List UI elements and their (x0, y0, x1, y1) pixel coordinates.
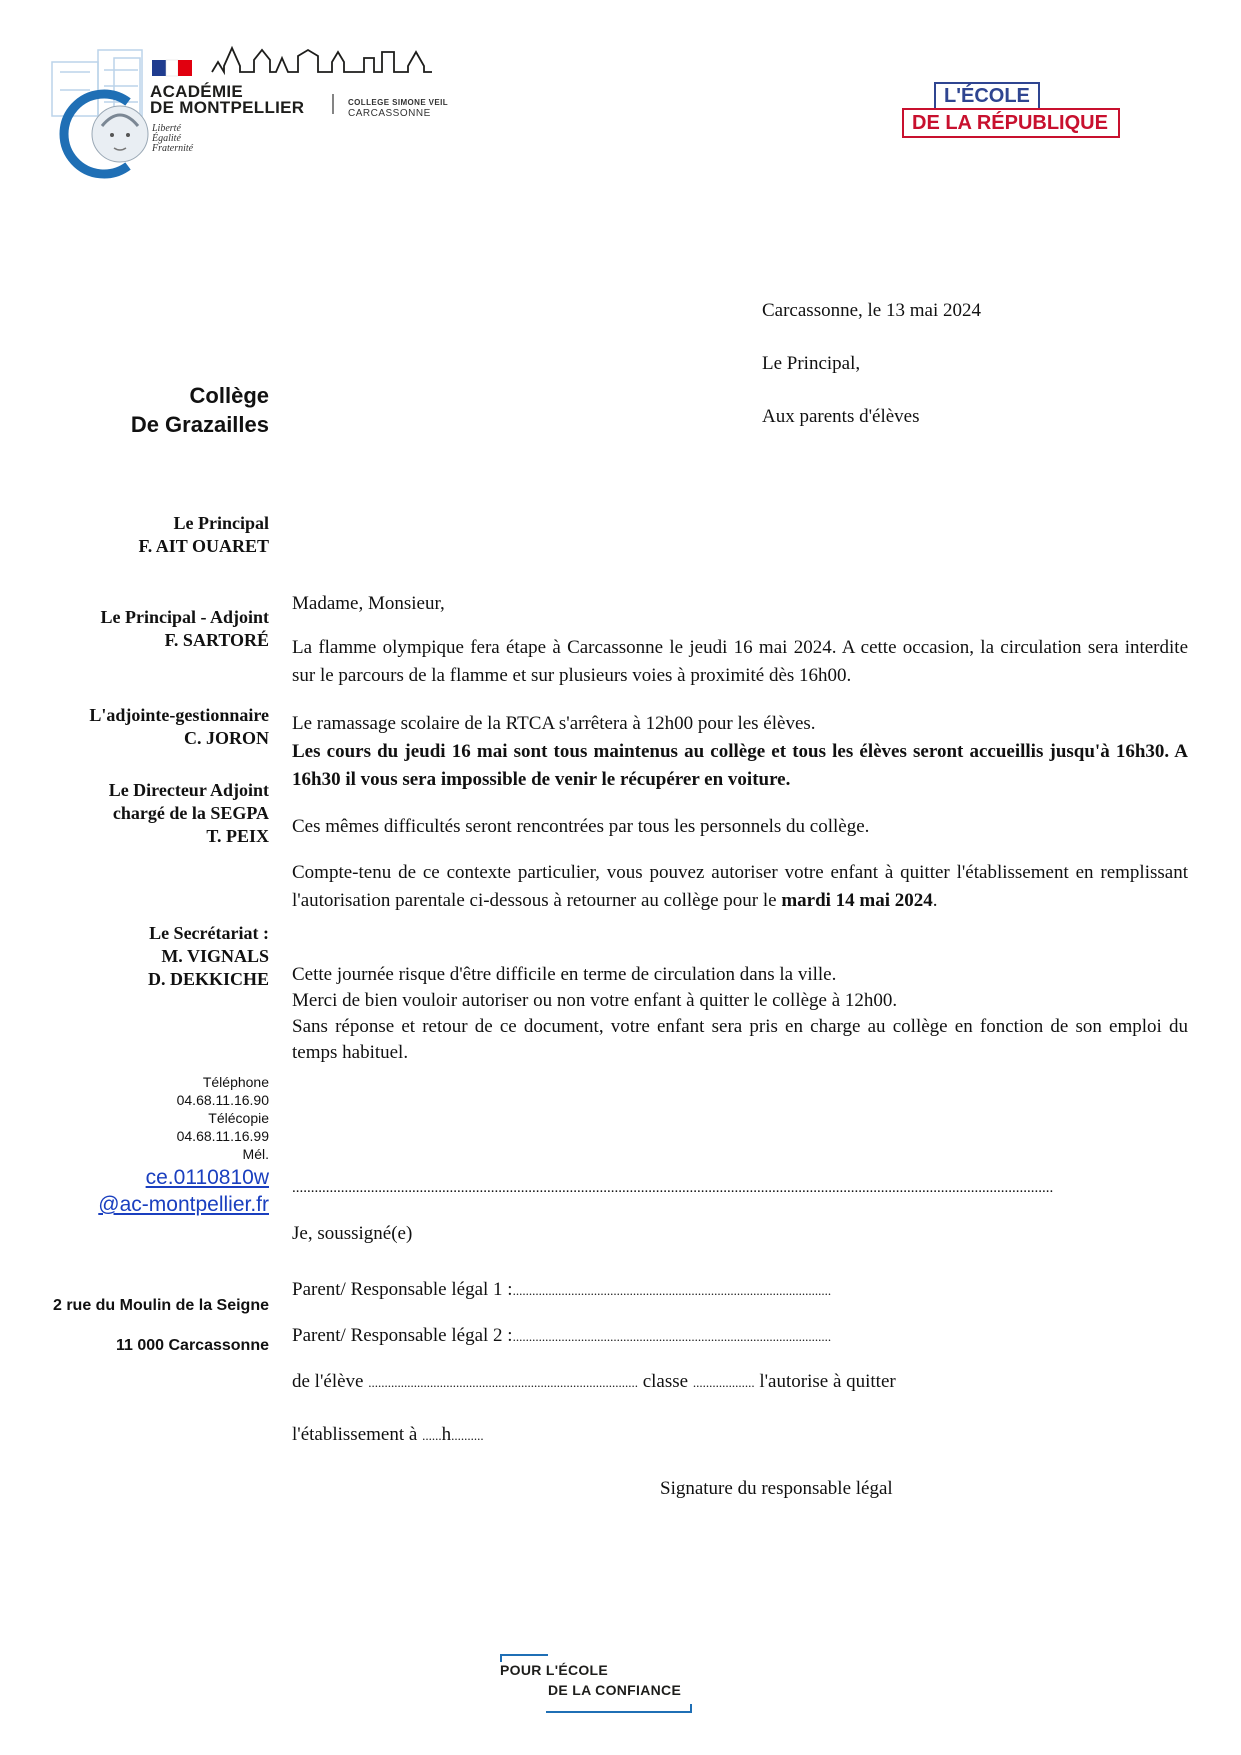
paragraph-transport-text: Le ramassage scolaire de la RTCA s'arrêtera à 12h00 pour les élèves. (292, 713, 816, 734)
parent1-dots[interactable]: .................................................................................................. (512, 1283, 832, 1298)
mail-label: Mél. (242, 1146, 269, 1162)
paragraph-staff-difficulty (292, 813, 1188, 841)
staff-title: Le Principal - Adjoint (100, 607, 269, 627)
address-city: 11 000 Carcassonne (116, 1337, 269, 1354)
staff-title-2: chargé de la SEGPA (112, 803, 269, 823)
parent1-field[interactable] (292, 1278, 831, 1303)
contact-block (177, 1073, 269, 1163)
school-name (131, 381, 269, 439)
staff-manager (89, 704, 269, 750)
school-name-line1: Collège (189, 383, 269, 408)
class-dots[interactable]: ................... (692, 1375, 755, 1390)
paragraph-classes-maintained: Les cours du jeudi 16 mai sont tous maintenus au collège et tous les élèves seront accueillis jusqu'à 16h30. A 16h30 il vous sera impossible de venir le récupérer en voiture. (292, 741, 1188, 790)
mail-link-line2[interactable]: @ac-montpellier.fr (98, 1193, 269, 1216)
staff-name-2: D. DEKKICHE (147, 969, 269, 989)
form-intro: Je, soussigné(e) (292, 1223, 413, 1244)
student-label: de l'élève (292, 1371, 364, 1392)
signature-label: Signature du responsable légal (660, 1478, 893, 1499)
deadline-date: mardi 14 mai 2024 (781, 890, 933, 911)
academy-name-line2: DE MONTPELLIER (150, 98, 305, 117)
leave-text: l'établissement à (292, 1424, 418, 1445)
authorize-text: l'autorise à quitter (759, 1371, 896, 1392)
parent2-dots[interactable]: .................................................................................................. (512, 1329, 832, 1344)
phone-number: 04.68.11.16.90 (176, 1092, 269, 1108)
closing-line3: Sans réponse et retour de ce document, votre enfant sera pris en charge au collège en fonction de son emploi du temps habituel. (292, 1016, 1188, 1063)
minute-dots[interactable]: .......... (451, 1428, 484, 1443)
parent1-label: Parent/ Responsable légal 1 : (292, 1279, 513, 1300)
staff-segpa-director (109, 779, 269, 848)
ecole-republique-logo (902, 82, 1120, 138)
letter-recipient: Aux parents d'élèves (762, 406, 920, 427)
parent2-label: Parent/ Responsable légal 2 : (292, 1325, 513, 1346)
paragraph-authorization-text: Compte-tenu de ce contexte particulier, vous pouvez autoriser votre enfant à quitter l'établissement en remplissant l'autorisation parentale ci-dessous à retourner au collège pour le (292, 862, 1188, 911)
mail-link[interactable] (98, 1164, 269, 1218)
paragraph-authorization-end: . (932, 890, 938, 911)
academy-logo (50, 40, 530, 200)
paragraph-flame (292, 634, 1188, 690)
college-mini-name: COLLEGE SIMONE VEIL (348, 98, 449, 107)
staff-title: L'adjointe-gestionnaire (89, 705, 269, 725)
hour-dots[interactable]: ...... (422, 1428, 442, 1443)
phone-label: Téléphone (202, 1074, 269, 1090)
fax-label: Télécopie (208, 1110, 269, 1126)
leave-time-field[interactable] (292, 1423, 484, 1448)
academy-logo-graphic (50, 40, 530, 200)
paragraph-staff-difficulty-text: Ces mêmes difficultés seront rencontrées par tous les personnels du collège. (292, 816, 870, 837)
staff-title: Le Directeur Adjoint (108, 780, 269, 800)
staff-secretariat (148, 922, 269, 991)
student-field[interactable] (292, 1370, 896, 1395)
ecole-logo-top: L'ÉCOLE (934, 82, 1040, 108)
salutation: Madame, Monsieur, (292, 593, 445, 614)
hour-h: h (441, 1424, 452, 1445)
fax-number: 04.68.11.16.99 (176, 1128, 269, 1144)
motto-fraternite: Fraternité (152, 143, 194, 154)
footer-line1: POUR L'ÉCOLE (500, 1662, 609, 1678)
paragraph-transport (292, 710, 1188, 794)
paragraph-closing (292, 962, 1188, 1066)
academy-name-line1: ACADÉMIE (150, 82, 244, 101)
school-name-line2: De Grazailles (130, 412, 269, 437)
parent2-field[interactable] (292, 1324, 831, 1349)
paragraph-flame-text: La flamme olympique fera étape à Carcassonne le jeudi 16 mai 2024. A cette occasion, la circulation sera interdite sur le parcours de la flamme et sur plusieurs voies à proximité dès 16h00. (292, 637, 1188, 686)
motto-egalite: Égalité (152, 133, 181, 144)
motto-liberte: Liberté (152, 123, 181, 134)
staff-deputy-principal (100, 606, 269, 652)
staff-title: Le Principal (173, 513, 269, 533)
staff-name: T. PEIX (206, 826, 269, 846)
staff-title: Le Secrétariat : (149, 923, 269, 943)
paragraph-authorization (292, 859, 1188, 915)
college-mini-city: CARCASSONNE (348, 108, 431, 119)
closing-line2: Merci de bien vouloir autoriser ou non votre enfant à quitter le collège à 12h00. (292, 990, 898, 1011)
address-street: 2 rue du Moulin de la Seigne (52, 1297, 269, 1314)
letter-date: Carcassonne, le 13 mai 2024 (762, 300, 981, 321)
letter-sender: Le Principal, (762, 353, 861, 374)
closing-line1: Cette journée risque d'être difficile en terme de circulation dans la ville. (292, 964, 837, 985)
student-dots[interactable]: ................................................................................... (368, 1375, 638, 1390)
ecole-logo-bottom: DE LA RÉPUBLIQUE (902, 108, 1120, 138)
staff-name: C. JORON (184, 728, 269, 748)
mail-link-line1[interactable]: ce.0110810w (145, 1166, 269, 1189)
footer-logo (500, 1654, 700, 1718)
staff-name: F. AIT OUARET (138, 536, 269, 556)
staff-principal (138, 512, 269, 558)
staff-name: M. VIGNALS (161, 946, 269, 966)
footer-line2: DE LA CONFIANCE (548, 1682, 682, 1698)
staff-name: F. SARTORÉ (164, 630, 269, 650)
class-label: classe (642, 1371, 689, 1392)
cut-separator: ........................................................................................................................................................................................................... (292, 1180, 1054, 1196)
